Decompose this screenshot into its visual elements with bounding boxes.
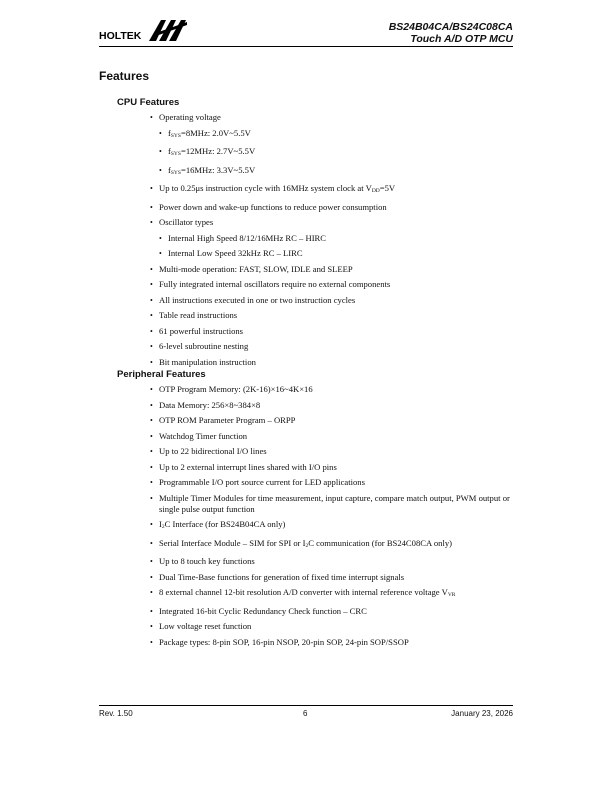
- list-subitem: • Internal Low Speed 32kHz RC – LIRC: [150, 248, 520, 259]
- list-item: • Data Memory: 256×8~384×8: [150, 400, 520, 411]
- list-item: • 61 powerful instructions: [150, 326, 520, 337]
- list-item: • Multiple Timer Modules for time measurement, input capture, compare match output, PWM output or single pulse output function: [150, 493, 520, 515]
- list-item: • Up to 8 touch key functions: [150, 556, 520, 567]
- page-number: 6: [303, 709, 308, 718]
- holtek-logo-text: HOLTEK: [99, 30, 142, 42]
- list-subitem: • fSYS=16MHz: 3.3V~5.5V: [150, 165, 520, 179]
- list-item: • 6-level subroutine nesting: [150, 341, 520, 352]
- list-item: • Fully integrated internal oscillators require no external components: [150, 279, 520, 290]
- list-item: • Package types: 8-pin SOP, 16-pin NSOP, 20-pin SOP, 24-pin SOP/SSOP: [150, 637, 520, 648]
- list-subitem: • fSYS=12MHz: 2.7V~5.5V: [150, 146, 520, 160]
- holtek-logo: [99, 14, 189, 44]
- list-item: • Oscillator types: [150, 217, 520, 228]
- list-item: • OTP ROM Parameter Program – ORPP: [150, 415, 520, 426]
- list-item: • Low voltage reset function: [150, 621, 520, 632]
- revision: Rev. 1.50: [99, 709, 133, 718]
- title-line-2: Touch A/D OTP MCU: [410, 33, 513, 45]
- list-item: • Integrated 16-bit Cyclic Redundancy Check function – CRC: [150, 606, 520, 617]
- list-item: • Programmable I/O port source current for LED applications: [150, 477, 520, 488]
- list-item: • Dual Time-Base functions for generation of fixed time interrupt signals: [150, 572, 520, 583]
- list-item: • Bit manipulation instruction: [150, 357, 520, 368]
- list-item: • Up to 2 external interrupt lines shared with I/O pins: [150, 462, 520, 473]
- list-item: • Watchdog Timer function: [150, 431, 520, 442]
- list-subitem: • fSYS=8MHz: 2.0V~5.5V: [150, 128, 520, 142]
- list-item: • OTP Program Memory: (2K-16)×16~4K×16: [150, 384, 520, 395]
- list-item: • Up to 22 bidirectional I/O lines: [150, 446, 520, 457]
- peripheral-feature-list: [150, 384, 520, 652]
- list-item: • Operating voltage: [150, 112, 520, 123]
- cpu-heading: CPU Features: [117, 97, 180, 108]
- header-rule: [99, 46, 513, 47]
- document-title: [389, 21, 513, 45]
- peripheral-heading: Peripheral Features: [117, 369, 206, 380]
- list-item: • Multi-mode operation: FAST, SLOW, IDLE and SLEEP: [150, 264, 520, 275]
- list-item: • Serial Interface Module – SIM for SPI or $I^2C$ communication (for BS24C08CA only): [150, 538, 520, 552]
- cpu-feature-list: [150, 112, 520, 372]
- footer-rule: [99, 705, 513, 706]
- section-title: Features: [99, 69, 150, 83]
- list-item: • Up to 0.25μs instruction cycle with 16MHz system clock at VDD=5V: [150, 183, 520, 197]
- title-line-1: BS24B04CA/BS24C08CA: [388, 21, 513, 33]
- list-item: • 8 external channel 12-bit resolution A/D converter with internal reference voltage VVR: [150, 587, 520, 601]
- list-item: • All instructions executed in one or two instruction cycles: [150, 295, 520, 306]
- footer-date: January 23, 2026: [451, 709, 513, 718]
- list-item: • Table read instructions: [150, 310, 520, 321]
- list-subitem: • Internal High Speed 8/12/16MHz RC – HIRC: [150, 233, 520, 244]
- list-item: • Power down and wake-up functions to reduce power consumption: [150, 202, 520, 213]
- list-item: • $I^2C$ Interface (for BS24B04CA only): [150, 519, 520, 533]
